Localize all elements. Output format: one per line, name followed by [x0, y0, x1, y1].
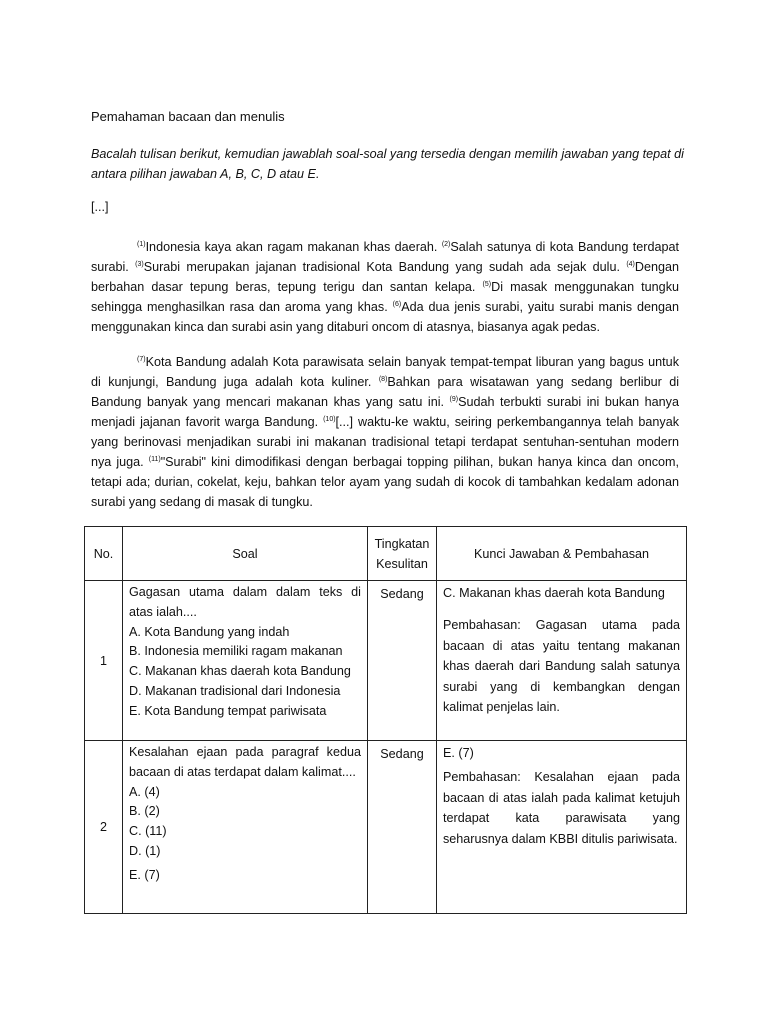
question-text: Kesalahan ejaan pada paragraf kedua bacaan di atas terdapat dalam kalimat....	[129, 745, 361, 779]
option: E. (7)	[129, 867, 160, 882]
difficulty-level: Sedang	[368, 741, 437, 914]
sentence-number: (8)	[378, 376, 388, 383]
option: B. (2)	[129, 804, 160, 819]
reading-paragraph-2	[91, 352, 679, 512]
sentence-text: Di masak menggunakan tungku sehingga menghasilkan rasa dan aroma yang khas.	[91, 280, 679, 314]
difficulty-level: Sedang	[368, 581, 437, 741]
option: C. (11)	[129, 824, 167, 839]
table-row	[85, 741, 687, 914]
sentence-number: (3)	[135, 261, 144, 268]
question-cell	[123, 741, 368, 914]
row-number: 2	[85, 741, 123, 914]
question-cell	[123, 581, 368, 741]
answer-key: C. Makanan khas daerah kota Bandung	[443, 586, 665, 600]
option: C. Makanan khas daerah kota Bandung	[129, 664, 351, 679]
sentence-text: Sudah terbukti surabi ini bukan hanya menjadi jajanan favorit warga Bandung.	[91, 395, 679, 429]
answer-cell	[437, 741, 687, 914]
sentence-number: (1)	[137, 241, 146, 248]
option: A. (4)	[129, 784, 160, 799]
question-table	[84, 526, 687, 914]
sentence-text: Indonesia kaya akan ragam makanan khas daerah.	[145, 240, 442, 254]
answer-key: E. (7)	[443, 746, 474, 760]
sentence-number: (9)	[449, 396, 459, 403]
sentence-text: Ada dua jenis surabi, yaitu surabi manis dengan menggunakan kinca dan surabi asin yang ditaburi oncom di atasnya, biasanya agak pedas.	[91, 300, 679, 334]
answer-cell	[437, 581, 687, 741]
sentence-number: (10)	[323, 416, 336, 423]
table-row	[85, 581, 687, 741]
header-level: Tingkatan Kesulitan	[368, 527, 437, 581]
question-text: Gagasan utama dalam dalam teks di atas ialah....	[129, 585, 361, 619]
sentence-text: Bahkan para wisatawan yang sedang berlibur di Bandung banyak yang mencari makanan khas yang satu ini.	[91, 375, 680, 409]
header-soal: Soal	[123, 527, 368, 581]
explanation: Pembahasan: Gagasan utama pada bacaan di atas yaitu tentang makanan khas daerah dari Bandung salah satunya surabi yang di kembangkan dengan kalimat penjelas lain.	[443, 618, 680, 715]
option: B. Indonesia memiliki ragam makanan	[129, 644, 343, 659]
option: D. (1)	[129, 843, 161, 858]
table-header-row	[85, 527, 687, 581]
sentence-number: (7)	[137, 356, 146, 363]
header-no: No.	[85, 527, 123, 581]
sentence-number: (2)	[441, 241, 451, 248]
option: D. Makanan tradisional dari Indonesia	[129, 683, 341, 698]
row-number: 1	[85, 581, 123, 741]
reading-paragraph-1	[91, 237, 679, 337]
sentence-number: (5)	[482, 281, 492, 288]
sentence-text: Dengan berbahan dasar tepung beras, tepung terigu dan santan kelapa.	[91, 260, 679, 294]
option: A. Kota Bandung yang indah	[129, 624, 290, 639]
ellipsis-marker: [...]	[91, 200, 109, 214]
sentence-number: (6)	[392, 301, 402, 308]
sentence-text: "Surabi" kini dimodifikasi dengan berbagai topping pilihan, bukan hanya kinca dan oncom, tetapi ada; durian, cokelat, keju, bahkan telor ayam yang sudah di kocok di tambahkan kedalam adonan surabi yang sedang di masak di tungku.	[91, 455, 679, 509]
sentence-text: Salah satunya di kota Bandung terdapat surabi.	[91, 240, 680, 274]
instruction-text: Bacalah tulisan berikut, kemudian jawablah soal-soal yang tersedia dengan memilih jawaban yang tepat di antara pilihan jawaban A, B, C, D atau E.	[91, 147, 684, 181]
document-heading: Pemahaman bacaan dan menulis	[91, 109, 285, 124]
option: E. Kota Bandung tempat pariwisata	[129, 703, 327, 718]
sentence-text: [...] waktu-ke waktu, seiring perkembangannya telah banyak yang berinovasi menjadikan surabi ini makanan tradisional tetapi terdapat sentuhan-sentuhan modern nya juga.	[91, 415, 679, 469]
sentence-number: (11)	[148, 456, 161, 463]
sentence-number: (4)	[626, 261, 635, 268]
sentence-text: Kota Bandung adalah Kota parawisata selain banyak tempat-tempat liburan yang bagus untuk di kunjungi, Bandung juga adalah kota kuliner.	[91, 355, 679, 389]
explanation: Pembahasan: Kesalahan ejaan pada bacaan di atas ialah pada kalimat ketujuh terdapat kata parawisata yang seharusnya dalam KBBI ditulis pariwisata.	[443, 770, 680, 846]
sentence-text: Surabi merupakan jajanan tradisional Kota Bandung yang sudah ada sejak dulu.	[143, 260, 627, 274]
header-answer-key: Kunci Jawaban & Pembahasan	[437, 527, 687, 581]
